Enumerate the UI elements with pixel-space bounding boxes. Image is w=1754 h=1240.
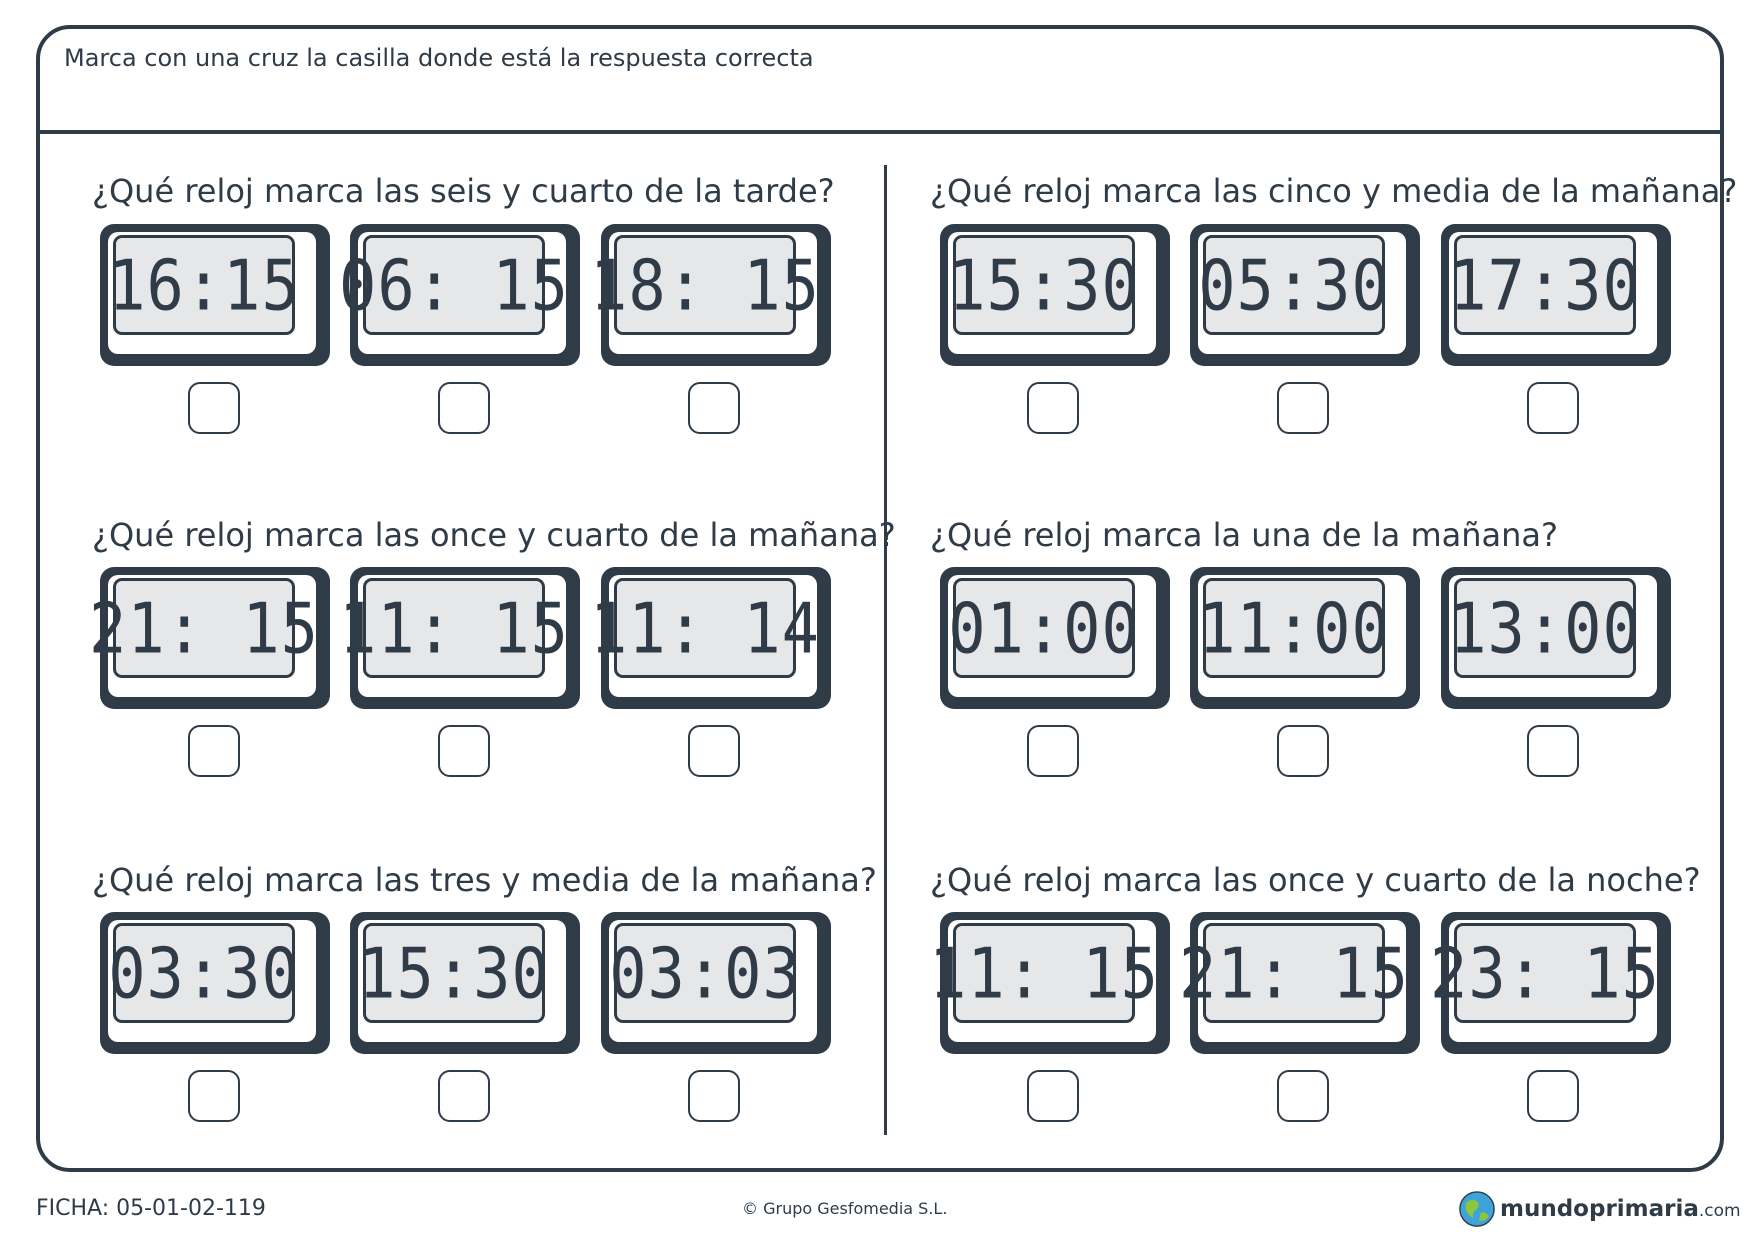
clock-time: 06: 15 [339, 244, 569, 326]
clock-time: 11:00 [1198, 587, 1390, 669]
answer-checkbox-2-b[interactable] [1277, 382, 1329, 434]
clock-time: 16:15 [108, 244, 300, 326]
question-1: ¿Qué reloj marca las seis y cuarto de la tarde? [92, 172, 835, 210]
clock-3-b [339, 567, 580, 709]
clock-time: 05:30 [1198, 244, 1390, 326]
clock-time: 21: 15 [89, 587, 319, 669]
column-divider [884, 165, 887, 1135]
answer-checkbox-2-a[interactable] [1027, 382, 1079, 434]
question-3: ¿Qué reloj marca las once y cuarto de la mañana? [92, 516, 896, 554]
clock-time: 11: 15 [929, 932, 1159, 1014]
clock-4-b [1190, 567, 1420, 709]
clock-2-b [1190, 224, 1420, 366]
clock-time: 03:03 [609, 932, 801, 1014]
clock-time: 17:30 [1449, 244, 1641, 326]
clock-1-a [100, 224, 330, 366]
clock-4-c [1441, 567, 1671, 709]
answer-checkbox-6-b[interactable] [1277, 1070, 1329, 1122]
answer-checkbox-1-c[interactable] [688, 382, 740, 434]
answer-checkbox-4-b[interactable] [1277, 725, 1329, 777]
copyright: © Grupo Gesfomedia S.L. [742, 1199, 948, 1218]
clock-time: 15:30 [358, 932, 550, 1014]
question-5: ¿Qué reloj marca las tres y media de la mañana? [92, 861, 877, 899]
question-6: ¿Qué reloj marca las once y cuarto de la noche? [930, 861, 1701, 899]
clock-2-c [1441, 224, 1671, 366]
answer-checkbox-3-c[interactable] [688, 725, 740, 777]
clock-3-c [590, 567, 831, 709]
instruction-text: Marca con una cruz la casilla donde está la respuesta correcta [64, 44, 814, 72]
answer-checkbox-1-a[interactable] [188, 382, 240, 434]
clock-6-b [1179, 912, 1420, 1054]
clock-time: 13:00 [1449, 587, 1641, 669]
question-2: ¿Qué reloj marca las cinco y media de la mañana? [930, 172, 1738, 210]
answer-checkbox-6-a[interactable] [1027, 1070, 1079, 1122]
clock-time: 23: 15 [1430, 932, 1660, 1014]
brand-name: mundoprimaria.com [1500, 1196, 1741, 1222]
answer-checkbox-5-a[interactable] [188, 1070, 240, 1122]
answer-checkbox-3-a[interactable] [188, 725, 240, 777]
clock-1-b [339, 224, 580, 366]
answer-checkbox-6-c[interactable] [1527, 1070, 1579, 1122]
globe-icon [1458, 1190, 1496, 1228]
header-divider [38, 130, 1722, 134]
answer-checkbox-3-b[interactable] [438, 725, 490, 777]
clock-time: 18: 15 [590, 244, 820, 326]
answer-checkbox-5-b[interactable] [438, 1070, 490, 1122]
question-4: ¿Qué reloj marca la una de la mañana? [930, 516, 1558, 554]
clock-time: 21: 15 [1179, 932, 1409, 1014]
clock-4-a [940, 567, 1170, 709]
clock-time: 11: 15 [339, 587, 569, 669]
answer-checkbox-5-c[interactable] [688, 1070, 740, 1122]
brand-logo[interactable] [1458, 1190, 1741, 1228]
clock-time: 15:30 [948, 244, 1140, 326]
answer-checkbox-2-c[interactable] [1527, 382, 1579, 434]
clock-5-c [601, 912, 831, 1054]
clock-1-c [590, 224, 831, 366]
clock-2-a [940, 224, 1170, 366]
clock-6-c [1430, 912, 1671, 1054]
answer-checkbox-1-b[interactable] [438, 382, 490, 434]
clock-time: 01:00 [948, 587, 1140, 669]
clock-6-a [929, 912, 1170, 1054]
clock-5-a [100, 912, 330, 1054]
ficha-code: FICHA: 05-01-02-119 [36, 1196, 266, 1221]
clock-5-b [350, 912, 580, 1054]
answer-checkbox-4-a[interactable] [1027, 725, 1079, 777]
clock-time: 03:30 [108, 932, 300, 1014]
answer-checkbox-4-c[interactable] [1527, 725, 1579, 777]
clock-3-a [89, 567, 330, 709]
clock-time: 11: 14 [590, 587, 820, 669]
